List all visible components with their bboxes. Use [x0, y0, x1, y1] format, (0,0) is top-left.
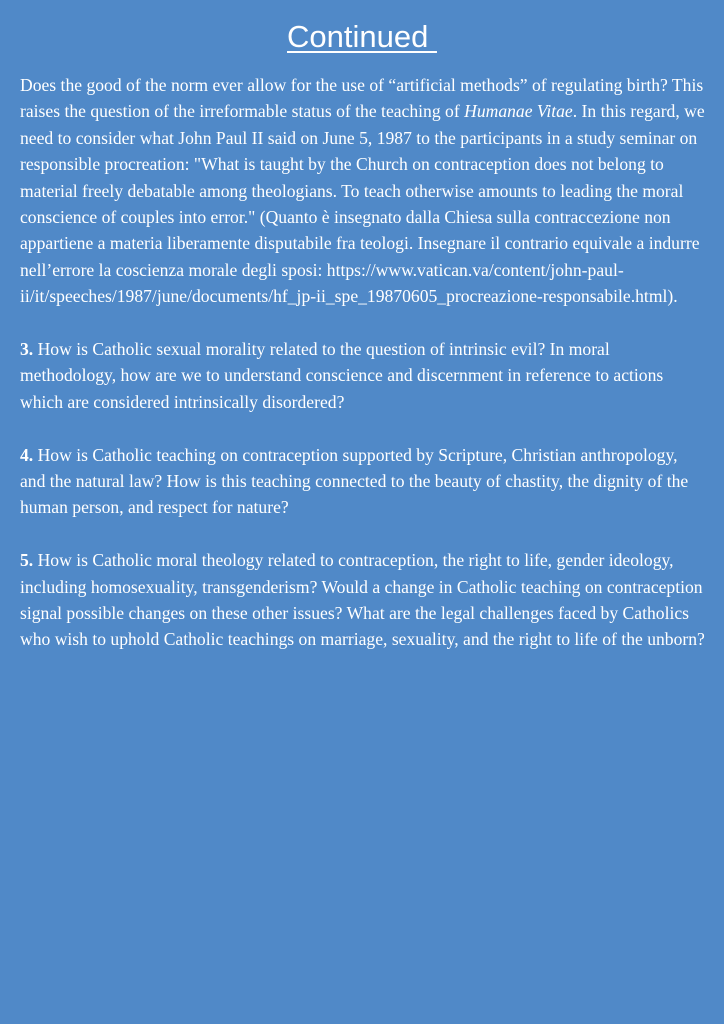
question-5-text: How is Catholic moral theology related to contraception, the right to life, gender ideology, including homosexuality, transgenderism? Would a change in Catholic teaching on contraception signal possible changes on these other issues? What are the legal challenges faced by Catholics who wish to uphold Catholic teachings on marriage, sexuality, and the right to life of the unborn?: [20, 550, 705, 650]
question-5-number: 5.: [20, 550, 34, 571]
intro-italic-title: Humanae Vitae: [464, 101, 573, 122]
question-3-paragraph: [20, 336, 705, 415]
page-title: Continued: [287, 19, 437, 54]
intro-text-part2: . In this regard, we need to consider what John Paul II said on June 5, 1987 to the participants in a study seminar on responsible procreation: "What is taught by the Church on contraception does not belong to material freely debatable among theologians. To teach otherwise amounts to leading the moral conscience of couples into error." (Quanto è insegnato dalla Chiesa sulla contraccezione non appartiene a materia liberamente disputabile fra teologi. Insegnare il contrario equivale a indurre nell’errore la coscienza morale degli sposi: https://www.vatican.va/content/john-paul-ii/it/speeches/1987/june/documents/hf_jp-ii_spe_19870605_procreazione-responsabile.html).: [20, 101, 705, 307]
question-4-paragraph: [20, 442, 705, 521]
question-4-text: How is Catholic teaching on contraception supported by Scripture, Christian anthropology, and the natural law? How is this teaching connected to the beauty of chastity, the dignity of the human person, and respect for nature?: [20, 444, 689, 518]
question-5-paragraph: [20, 547, 705, 653]
question-3-text: How is Catholic sexual morality related to the question of intrinsic evil? In moral methodology, how are we to understand conscience and discernment in reference to actions which are considered intrinsically disordered?: [20, 339, 664, 412]
question-3-number: 3.: [20, 339, 34, 360]
intro-paragraph: [20, 72, 705, 310]
intro-text-part1: Does the good of the norm ever allow for the use of “artificial methods” of regulating birth? This raises the question of the irreformable status of the teaching of: [20, 75, 704, 122]
document-body: [20, 72, 705, 679]
question-4-number: 4.: [20, 444, 34, 465]
